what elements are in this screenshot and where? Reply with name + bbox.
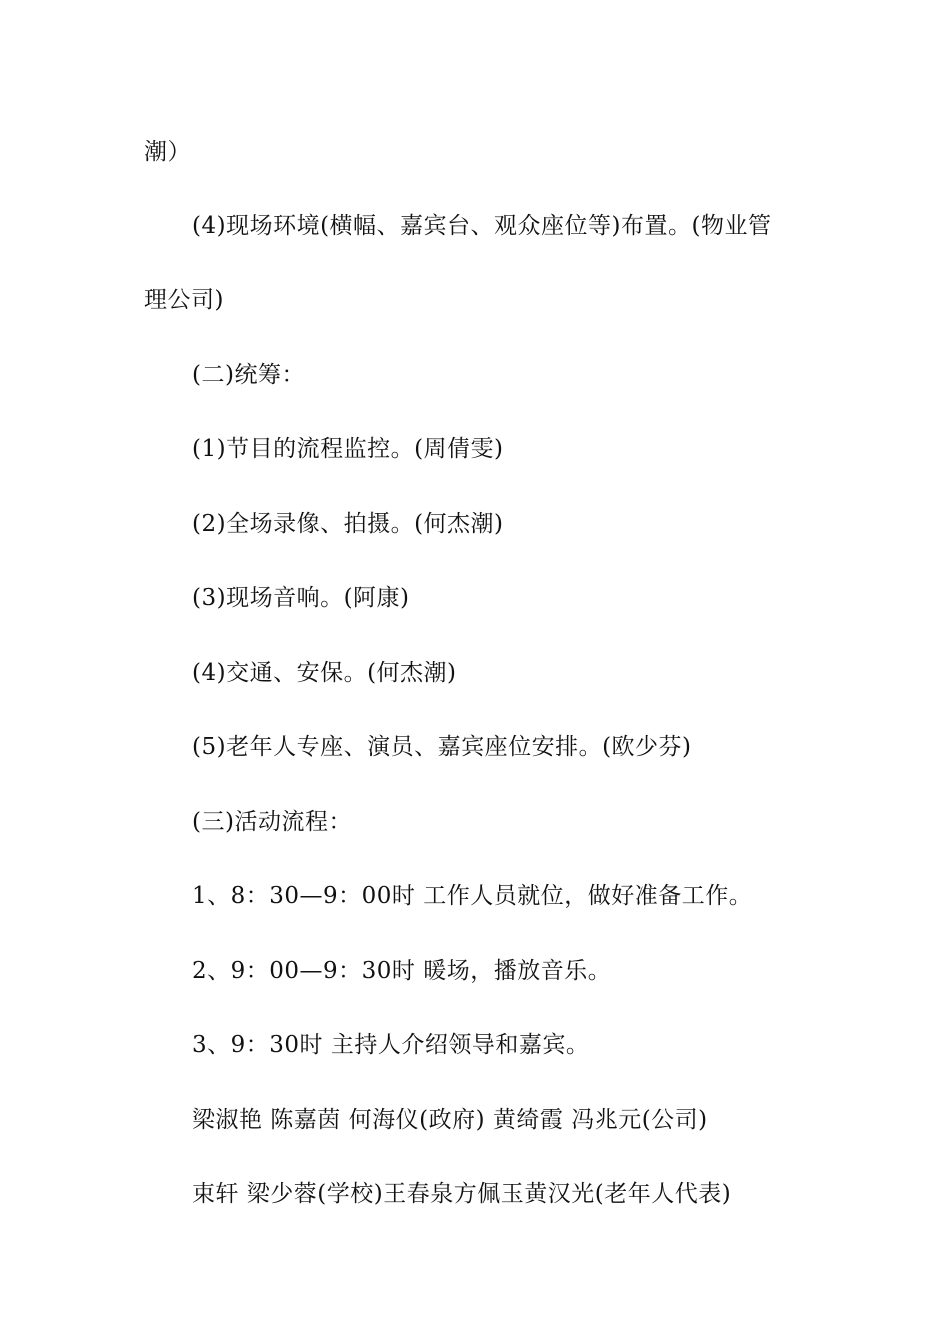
guest-names-line: 梁淑艳 陈嘉茵 何海仪(政府) 黄绮霞 冯兆元(公司) [192,1107,708,1133]
list-item: (5)老年人专座、演员、嘉宾座位安排。(欧少芬) [192,734,692,760]
paragraph-line: 潮） [144,139,191,165]
guest-names-line: 束轩 梁少蓉(学校)王春泉方佩玉黄汉光(老年人代表) [192,1181,732,1207]
paragraph-line: (4)现场环境(横幅、嘉宾台、观众座位等)布置。(物业管 [192,213,772,239]
list-item: (1)节目的流程监控。(周倩雯) [192,436,504,462]
list-item: (3)现场音响。(阿康) [192,585,410,611]
schedule-item: 1、8：30—9：00时 工作人员就位，做好准备工作。 [192,883,753,909]
list-item: (4)交通、安保。(何杰潮) [192,660,457,686]
list-item: (2)全场录像、拍摄。(何杰潮) [192,511,504,537]
schedule-item: 2、9：00—9：30时 暖场，播放音乐。 [192,958,612,984]
paragraph-line: 理公司) [144,287,224,313]
section-heading: (二)统筹： [192,362,305,388]
schedule-item: 3、9：30时 主持人介绍领导和嘉宾。 [192,1032,590,1058]
section-heading: (三)活动流程： [192,809,352,835]
